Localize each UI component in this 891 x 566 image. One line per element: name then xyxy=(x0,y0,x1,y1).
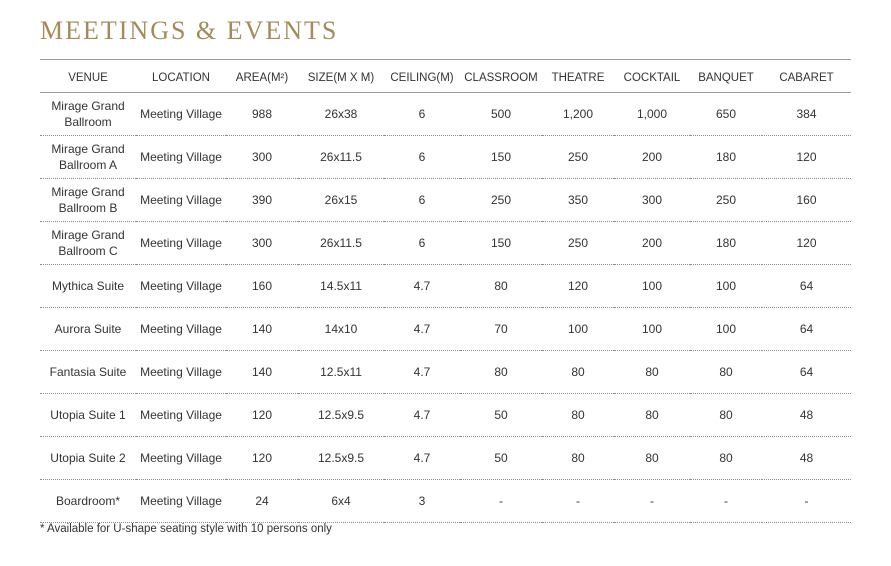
theatre-cell: 1,200 xyxy=(542,93,614,136)
ceiling-cell: 4.7 xyxy=(384,394,460,437)
size-cell: 12.5x11 xyxy=(298,351,384,394)
venue-cell: Aurora Suite xyxy=(40,308,136,351)
cocktail-cell: 80 xyxy=(614,437,690,480)
location-cell: Meeting Village xyxy=(136,308,226,351)
banquet-cell: 180 xyxy=(690,136,762,179)
area-cell: 140 xyxy=(226,308,298,351)
theatre-cell: 100 xyxy=(542,308,614,351)
footnote: * Available for U-shape seating style with 10 persons only xyxy=(40,523,332,535)
banquet-cell: 100 xyxy=(690,265,762,308)
size-cell: 14.5x11 xyxy=(298,265,384,308)
size-cell: 6x4 xyxy=(298,480,384,523)
area-cell: 390 xyxy=(226,179,298,222)
area-cell: 300 xyxy=(226,136,298,179)
column-header-cocktail: COCKTAIL xyxy=(614,64,690,93)
column-header-venue: VENUE xyxy=(40,64,136,93)
classroom-cell: 80 xyxy=(460,265,542,308)
area-cell: 300 xyxy=(226,222,298,265)
venue-cell: Boardroom* xyxy=(40,480,136,523)
banquet-cell: 80 xyxy=(690,351,762,394)
banquet-cell: 80 xyxy=(690,437,762,480)
theatre-cell: 80 xyxy=(542,351,614,394)
theatre-cell: 80 xyxy=(542,394,614,437)
ceiling-cell: 6 xyxy=(384,136,460,179)
ceiling-cell: 4.7 xyxy=(384,308,460,351)
venue-cell: Fantasia Suite xyxy=(40,351,136,394)
venue-cell: Mirage Grand Ballroom C xyxy=(40,222,136,265)
page-title: MEETINGS & EVENTS xyxy=(40,16,339,45)
classroom-cell: 500 xyxy=(460,93,542,136)
venue-cell: Utopia Suite 2 xyxy=(40,437,136,480)
location-cell: Meeting Village xyxy=(136,351,226,394)
location-cell: Meeting Village xyxy=(136,136,226,179)
classroom-cell: 50 xyxy=(460,394,542,437)
ceiling-cell: 4.7 xyxy=(384,265,460,308)
cabaret-cell: 48 xyxy=(762,437,851,480)
table-row xyxy=(40,308,851,351)
cabaret-cell: 64 xyxy=(762,265,851,308)
venue-table xyxy=(40,64,851,523)
column-header-location: LOCATION xyxy=(136,64,226,93)
cocktail-cell: 80 xyxy=(614,351,690,394)
table-row xyxy=(40,179,851,222)
cocktail-cell: 80 xyxy=(614,394,690,437)
table-body xyxy=(40,93,851,523)
cabaret-cell: 120 xyxy=(762,136,851,179)
location-cell: Meeting Village xyxy=(136,480,226,523)
column-header-theatre: THEATRE xyxy=(542,64,614,93)
banquet-cell: 100 xyxy=(690,308,762,351)
classroom-cell: 150 xyxy=(460,136,542,179)
ceiling-cell: 6 xyxy=(384,222,460,265)
table-header-row xyxy=(40,64,851,93)
venue-cell: Mirage Grand Ballroom xyxy=(40,93,136,136)
classroom-cell: 50 xyxy=(460,437,542,480)
size-cell: 14x10 xyxy=(298,308,384,351)
header-rule xyxy=(40,59,851,60)
classroom-cell: 80 xyxy=(460,351,542,394)
location-cell: Meeting Village xyxy=(136,265,226,308)
location-cell: Meeting Village xyxy=(136,222,226,265)
ceiling-cell: 3 xyxy=(384,480,460,523)
ceiling-cell: 6 xyxy=(384,179,460,222)
column-header-banquet: BANQUET xyxy=(690,64,762,93)
area-cell: 160 xyxy=(226,265,298,308)
cabaret-cell: 384 xyxy=(762,93,851,136)
area-cell: 120 xyxy=(226,394,298,437)
column-header-area: AREA(M²) xyxy=(226,64,298,93)
location-cell: Meeting Village xyxy=(136,179,226,222)
classroom-cell: 250 xyxy=(460,179,542,222)
table-row xyxy=(40,351,851,394)
size-cell: 12.5x9.5 xyxy=(298,437,384,480)
venue-cell: Mirage Grand Ballroom B xyxy=(40,179,136,222)
table-row xyxy=(40,437,851,480)
banquet-cell: 80 xyxy=(690,394,762,437)
venue-cell: Mirage Grand Ballroom A xyxy=(40,136,136,179)
size-cell: 12.5x9.5 xyxy=(298,394,384,437)
area-cell: 24 xyxy=(226,480,298,523)
banquet-cell: 650 xyxy=(690,93,762,136)
location-cell: Meeting Village xyxy=(136,93,226,136)
column-header-classroom: CLASSROOM xyxy=(460,64,542,93)
cabaret-cell: 120 xyxy=(762,222,851,265)
cocktail-cell: - xyxy=(614,480,690,523)
cabaret-cell: 48 xyxy=(762,394,851,437)
cocktail-cell: 100 xyxy=(614,265,690,308)
banquet-cell: 180 xyxy=(690,222,762,265)
column-header-ceiling: CEILING(M) xyxy=(384,64,460,93)
theatre-cell: 80 xyxy=(542,437,614,480)
venue-cell: Utopia Suite 1 xyxy=(40,394,136,437)
area-cell: 120 xyxy=(226,437,298,480)
column-header-cabaret: CABARET xyxy=(762,64,851,93)
table-row xyxy=(40,136,851,179)
cabaret-cell: 160 xyxy=(762,179,851,222)
classroom-cell: 150 xyxy=(460,222,542,265)
venue-cell: Mythica Suite xyxy=(40,265,136,308)
ceiling-cell: 4.7 xyxy=(384,351,460,394)
cabaret-cell: 64 xyxy=(762,351,851,394)
theatre-cell: 250 xyxy=(542,136,614,179)
size-cell: 26x11.5 xyxy=(298,136,384,179)
theatre-cell: 350 xyxy=(542,179,614,222)
ceiling-cell: 4.7 xyxy=(384,437,460,480)
size-cell: 26x11.5 xyxy=(298,222,384,265)
size-cell: 26x15 xyxy=(298,179,384,222)
column-header-size: SIZE(M X M) xyxy=(298,64,384,93)
cabaret-cell: 64 xyxy=(762,308,851,351)
location-cell: Meeting Village xyxy=(136,394,226,437)
ceiling-cell: 6 xyxy=(384,93,460,136)
size-cell: 26x38 xyxy=(298,93,384,136)
theatre-cell: 250 xyxy=(542,222,614,265)
table-row xyxy=(40,394,851,437)
cabaret-cell: - xyxy=(762,480,851,523)
table-row xyxy=(40,222,851,265)
area-cell: 140 xyxy=(226,351,298,394)
banquet-cell: 250 xyxy=(690,179,762,222)
banquet-cell: - xyxy=(690,480,762,523)
table-row xyxy=(40,93,851,136)
cocktail-cell: 300 xyxy=(614,179,690,222)
cocktail-cell: 1,000 xyxy=(614,93,690,136)
table-row xyxy=(40,480,851,523)
classroom-cell: 70 xyxy=(460,308,542,351)
cocktail-cell: 200 xyxy=(614,222,690,265)
table-row xyxy=(40,265,851,308)
area-cell: 988 xyxy=(226,93,298,136)
theatre-cell: 120 xyxy=(542,265,614,308)
classroom-cell: - xyxy=(460,480,542,523)
cocktail-cell: 100 xyxy=(614,308,690,351)
cocktail-cell: 200 xyxy=(614,136,690,179)
theatre-cell: - xyxy=(542,480,614,523)
location-cell: Meeting Village xyxy=(136,437,226,480)
